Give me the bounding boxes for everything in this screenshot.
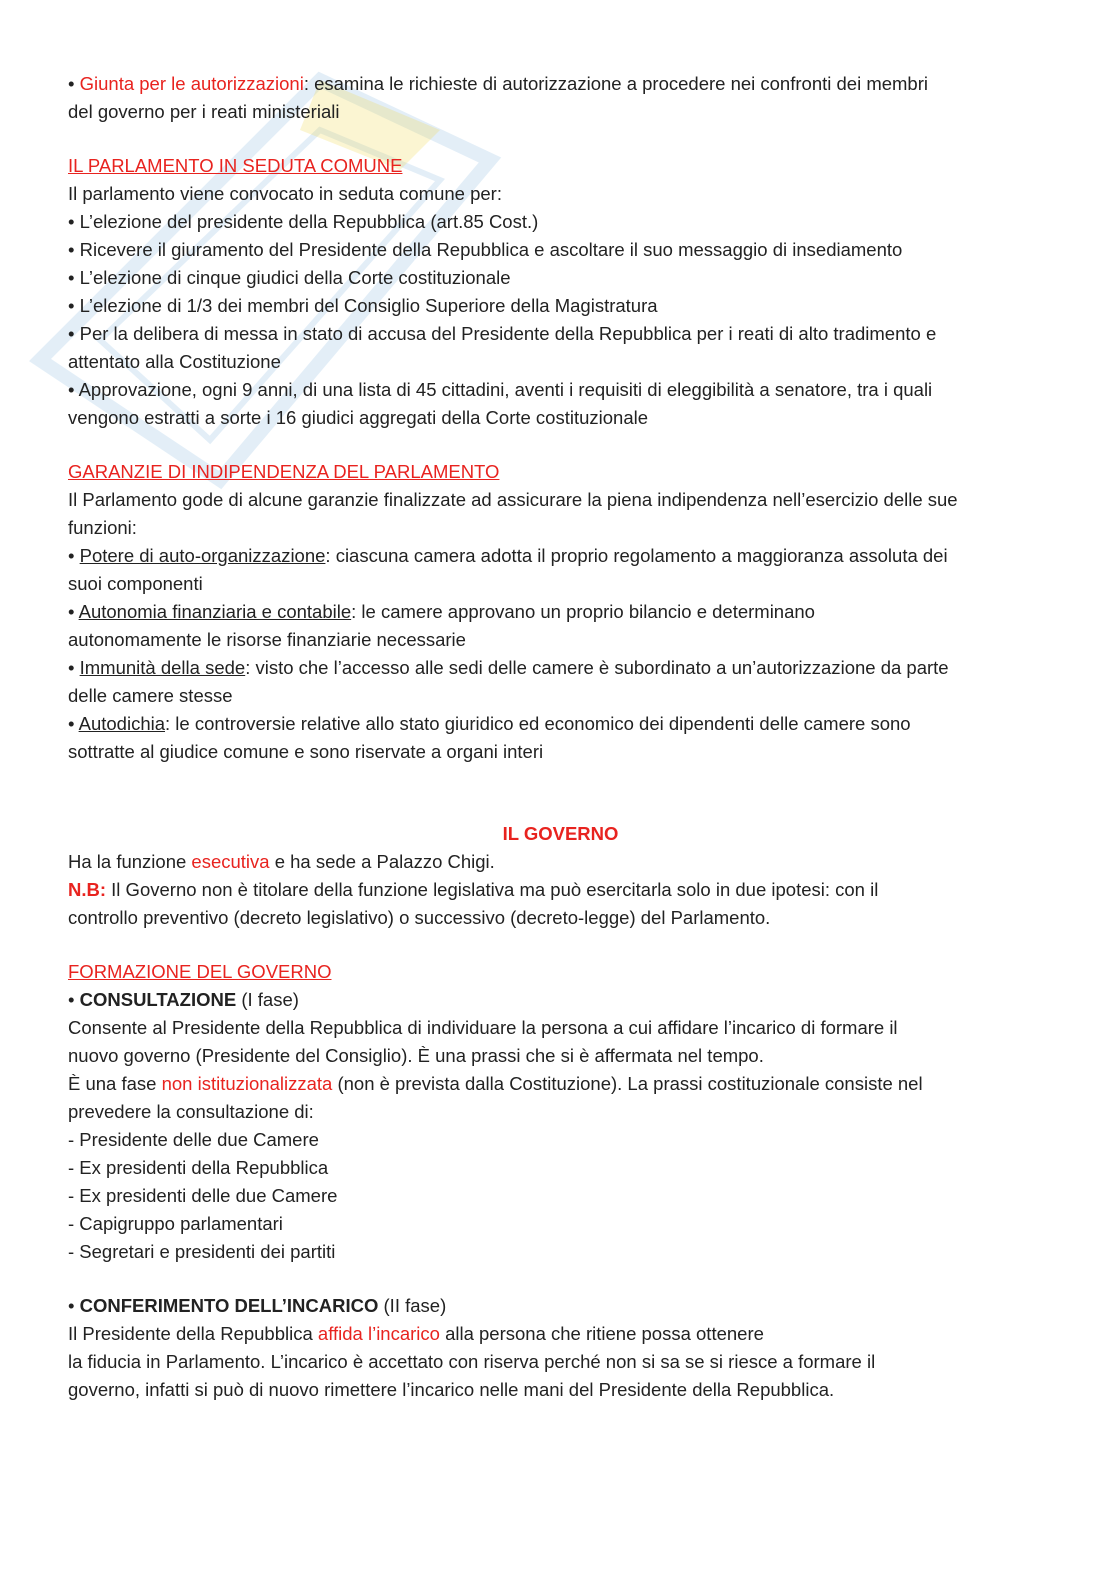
garanzia-text: : ciascuna camera adotta il proprio regolamento a maggioranza assoluta dei xyxy=(325,545,948,566)
formazione-heading: FORMAZIONE DEL GOVERNO xyxy=(68,961,332,982)
garanzia-text: : le controversie relative allo stato giuridico ed economico dei dipendenti delle camere sono xyxy=(165,713,911,734)
nb-line-2: controllo preventivo (decreto legislativo) o successivo (decreto-legge) del Parlamento. xyxy=(68,907,771,928)
bullet-icon: • xyxy=(68,989,75,1010)
bullet-icon: • xyxy=(68,713,75,734)
giunta-line-2: del governo per i reati ministeriali xyxy=(68,101,340,122)
seduta-comune-heading: IL PARLAMENTO IN SEDUTA COMUNE xyxy=(68,155,403,176)
garanzia-term: Potere di auto-organizzazione xyxy=(79,545,326,566)
garanzia-item-4 xyxy=(68,710,1053,738)
garanzia-text: : visto che l’accesso alle sedi delle camere è subordinato a un’autorizzazione da parte xyxy=(245,657,949,678)
phase-1-suffix: (I fase) xyxy=(236,989,299,1010)
governo-line-1 xyxy=(68,848,1053,876)
garanzia-term: Autodichia xyxy=(78,713,166,734)
governo-highlight: esecutiva xyxy=(191,851,270,872)
giunta-term: Giunta per le autorizzazioni xyxy=(79,73,304,94)
garanzia-item-3-line-2: delle camere stesse xyxy=(68,685,233,706)
phase-1-title xyxy=(68,986,1053,1014)
giunta-text: : esamina le richieste di autorizzazione a procedere nei confronti dei membri xyxy=(303,73,928,94)
formazione-highlight: non istituzionalizzata xyxy=(161,1073,333,1094)
nb-line-1 xyxy=(68,876,1053,904)
garanzia-item-3 xyxy=(68,654,1053,682)
governo-text: e ha sede a Palazzo Chigi. xyxy=(269,851,495,872)
garanzia-text: : le camere approvano un proprio bilancio e determinano xyxy=(351,601,815,622)
governo-text: Ha la funzione xyxy=(68,851,192,872)
seduta-item-3: • L’elezione di cinque giudici della Corte costituzionale xyxy=(68,267,511,288)
formazione-p3-line-3: governo, infatti si può di nuovo rimettere l’incarico nelle mani del Presidente della Repubblica. xyxy=(68,1379,835,1400)
phase-2-suffix: (II fase) xyxy=(378,1295,447,1316)
seduta-item-5-line-2: attentato alla Costituzione xyxy=(68,351,281,372)
bullet-icon: • xyxy=(68,545,75,566)
bullet-icon: • xyxy=(68,1295,75,1316)
consultazione-list-item: - Ex presidenti della Repubblica xyxy=(68,1157,329,1178)
bullet-icon: • xyxy=(68,73,75,94)
phase-2-title xyxy=(68,1292,1053,1320)
formazione-p3-line-1 xyxy=(68,1320,1053,1348)
garanzia-item-4-line-2: sottratte al giudice comune e sono riservate a organi interi xyxy=(68,741,544,762)
seduta-item-4: • L’elezione di 1/3 dei membri del Consiglio Superiore della Magistratura xyxy=(68,295,658,316)
formazione-text: alla persona che ritiene possa ottenere xyxy=(439,1323,764,1344)
consultazione-list-item: - Presidente delle due Camere xyxy=(68,1129,319,1150)
phase-1-label: CONSULTAZIONE xyxy=(79,989,237,1010)
garanzia-term: Autonomia finanziaria e contabile xyxy=(78,601,352,622)
seduta-item-5-line-1: • Per la delibera di messa in stato di accusa del Presidente della Repubblica per i reati di alto tradimento e xyxy=(68,323,937,344)
garanzia-item-1 xyxy=(68,542,1053,570)
formazione-p1-line-2: nuovo governo (Presidente del Consiglio). È una prassi che si è affermata nel tempo. xyxy=(68,1045,764,1066)
seduta-item-6-line-1: • Approvazione, ogni 9 anni, di una lista di 45 cittadini, aventi i requisiti di eleggibilità a senatore, tra i quali xyxy=(68,379,933,400)
formazione-p1-line-1: Consente al Presidente della Repubblica di individuare la persona a cui affidare l’incarico di formare il xyxy=(68,1017,898,1038)
garanzie-heading: GARANZIE DI INDIPENDENZA DEL PARLAMENTO xyxy=(68,461,500,482)
garanzie-intro-line-1: Il Parlamento gode di alcune garanzie finalizzate ad assicurare la piena indipendenza nell’esercizio delle sue xyxy=(68,489,958,510)
consultazione-list-item: - Capigruppo parlamentari xyxy=(68,1213,283,1234)
seduta-item-1: • L’elezione del presidente della Repubblica (art.85 Cost.) xyxy=(68,211,539,232)
nb-text: Il Governo non è titolare della funzione legislativa ma può esercitarla solo in due ipotesi: con il xyxy=(106,879,879,900)
seduta-intro: Il parlamento viene convocato in seduta comune per: xyxy=(68,183,502,204)
garanzia-item-1-line-2: suoi componenti xyxy=(68,573,203,594)
formazione-p2-line-1 xyxy=(68,1070,1053,1098)
phase-2-label: CONFERIMENTO DELL’INCARICO xyxy=(79,1295,379,1316)
garanzia-item-2-line-2: autonomamente le risorse finanziarie necessarie xyxy=(68,629,466,650)
garanzia-term: Immunità della sede xyxy=(79,657,246,678)
seduta-item-2: • Ricevere il giuramento del Presidente della Repubblica e ascoltare il suo messaggio di insediamento xyxy=(68,239,903,260)
nb-label: N.B: xyxy=(68,879,107,900)
garanzia-item-2 xyxy=(68,598,1053,626)
formazione-p3-line-2: la fiducia in Parlamento. L’incarico è accettato con riserva perché non si sa se si riesce a formare il xyxy=(68,1351,876,1372)
document-page xyxy=(68,70,1053,1404)
bullet-icon: • xyxy=(68,601,75,622)
garanzie-intro-line-2: funzioni: xyxy=(68,517,137,538)
consultazione-list-item: - Segretari e presidenti dei partiti xyxy=(68,1241,336,1262)
formazione-highlight: affida l’incarico xyxy=(317,1323,440,1344)
formazione-p2-line-2: prevedere la consultazione di: xyxy=(68,1101,314,1122)
seduta-item-6-line-2: vengono estratti a sorte i 16 giudici aggregati della Corte costituzionale xyxy=(68,407,649,428)
formazione-text: Il Presidente della Repubblica xyxy=(68,1323,318,1344)
bullet-icon: • xyxy=(68,657,75,678)
formazione-text: È una fase xyxy=(68,1073,162,1094)
consultazione-list-item: - Ex presidenti delle due Camere xyxy=(68,1185,338,1206)
governo-title: IL GOVERNO xyxy=(502,823,619,844)
giunta-line-1 xyxy=(68,70,1053,98)
formazione-text: (non è prevista dalla Costituzione). La prassi costituzionale consiste nel xyxy=(332,1073,923,1094)
